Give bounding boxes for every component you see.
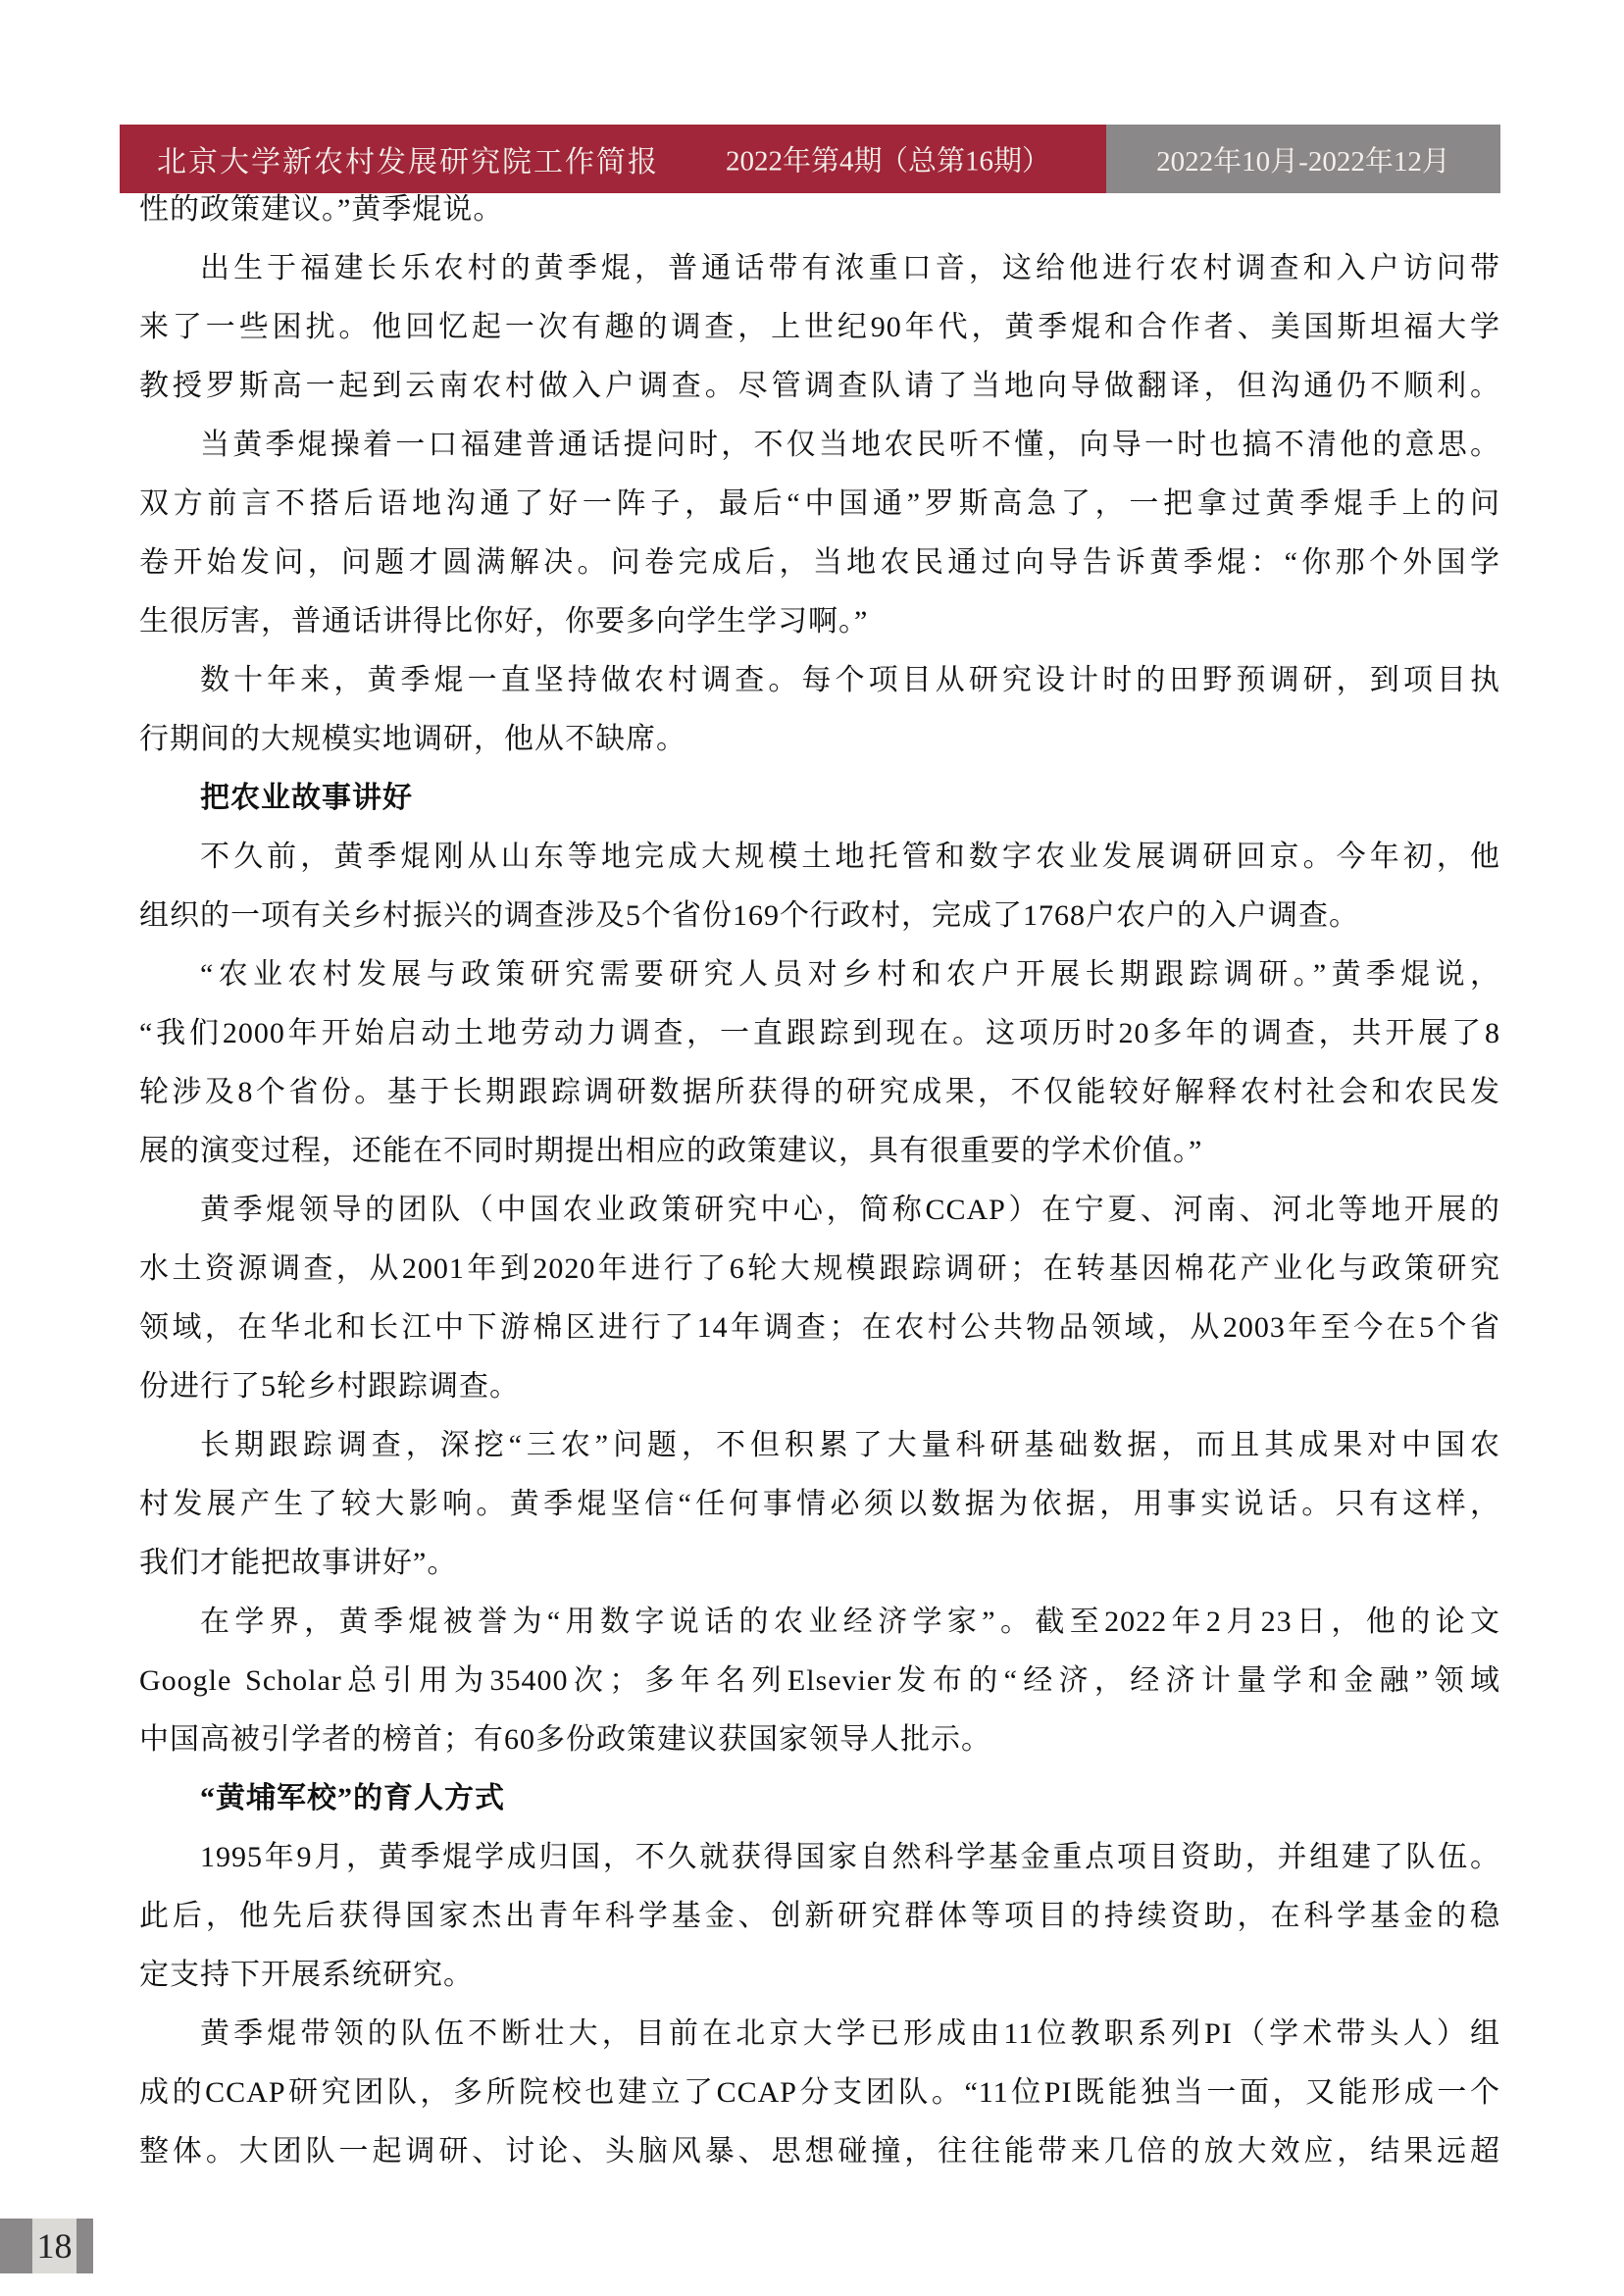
- text-line: 成的CCAP研究团队，多所院校也建立了CCAP分支团队。“11位PI既能独当一面，又能形成一个: [139, 2076, 1500, 2109]
- text-line: 我们才能把故事讲好”。: [139, 1547, 458, 1579]
- text-line: 当黄季焜操着一口福建普通话提问时，不仅当地农民听不懂，向导一时也搞不清他的意思。: [200, 429, 1500, 461]
- text-line: 村发展产生了较大影响。黄季焜坚信“任何事情必须以数据为依据，用事实说话。只有这样，: [139, 1488, 1500, 1520]
- text-line: 1995年9月，黄季焜学成归国，不久就获得国家自然科学基金重点项目资助，并组建了队伍。: [200, 1841, 1500, 1873]
- text-line: 组织的一项有关乡村振兴的调查涉及5个省份169个行政村，完成了1768户农户的入户调查。: [139, 899, 1359, 932]
- text-line: Google Scholar总引用为35400次；多年名列Elsevier发布的“经济，经济计量学和金融”领域: [139, 1664, 1500, 1697]
- page-footer: [0, 2219, 93, 2273]
- article-body: [139, 180, 1500, 2181]
- text-line: 整体。大团队一起调研、讨论、头脑风暴、思想碰撞，往往能带来几倍的放大效应，结果远超: [139, 2135, 1500, 2168]
- text-line: 卷开始发问，问题才圆满解决。问卷完成后，当地农民通过向导告诉黄季焜：“你那个外国学: [139, 546, 1500, 579]
- text-line: 黄季焜带领的队伍不断壮大，目前在北京大学已形成由11位教职系列PI（学术带头人）组: [200, 2017, 1500, 2050]
- text-line: 行期间的大规模实地调研，他从不缺席。: [139, 723, 686, 755]
- text-line: 份进行了5轮乡村跟踪调查。: [139, 1370, 520, 1403]
- newsletter-title: 北京大学新农村发展研究院工作简报: [157, 146, 659, 179]
- text-line: 定支持下开展系统研究。: [139, 1959, 474, 1991]
- text-line: 出生于福建长乐农村的黄季焜，普通话带有浓重口音，这给他进行农村调查和入户访问带: [200, 252, 1500, 284]
- page-number: 18: [32, 2219, 76, 2273]
- issue-total-number: （总第16期）: [880, 145, 1051, 178]
- text-line: 生很厉害，普通话讲得比你好，你要多向学生学习啊。”: [139, 605, 869, 638]
- issue-number: 2022年第4期: [726, 145, 883, 178]
- text-line: 长期跟踪调查，深挖“三农”问题，不但积累了大量科研基础数据，而且其成果对中国农: [200, 1429, 1500, 1461]
- text-line: 来了一些困扰。他回忆起一次有趣的调查，上世纪90年代，黄季焜和合作者、美国斯坦福大学: [139, 311, 1500, 343]
- footer-gray-block-left: [0, 2219, 32, 2273]
- section-heading: 把农业故事讲好: [200, 782, 413, 814]
- footer-gray-block-right: [76, 2219, 93, 2273]
- text-line: 不久前，黄季焜刚从山东等地完成大规模土地托管和数字农业发展调研回京。今年初，他: [200, 841, 1500, 873]
- text-line: 此后，他先后获得国家杰出青年科学基金、创新研究群体等项目的持续资助，在科学基金的稳: [139, 1900, 1500, 1932]
- text-line: 教授罗斯高一起到云南农村做入户调查。尽管调查队请了当地向导做翻译，但沟通仍不顺利。: [139, 370, 1500, 402]
- section-heading: “黄埔军校”的育人方式: [200, 1782, 505, 1814]
- text-line: 水土资源调查，从2001年到2020年进行了6轮大规模跟踪调研；在转基因棉花产业化与政策研究: [139, 1252, 1500, 1285]
- text-line: 中国高被引学者的榜首；有60多份政策建议获国家领导人批示。: [139, 1723, 991, 1756]
- text-line: 黄季焜领导的团队（中国农业政策研究中心，简称CCAP）在宁夏、河南、河北等地开展的: [200, 1194, 1500, 1226]
- text-line: “我们2000年开始启动土地劳动力调查，一直跟踪到现在。这项历时20多年的调查，共开展了8: [139, 1017, 1500, 1049]
- text-line: “农业农村发展与政策研究需要研究人员对乡村和农户开展长期跟踪调研。”黄季焜说，: [200, 958, 1500, 991]
- text-line: 双方前言不搭后语地沟通了好一阵子，最后“中国通”罗斯高急了，一把拿过黄季焜手上的问: [139, 487, 1500, 520]
- text-line: 数十年来，黄季焜一直坚持做农村调查。每个项目从研究设计时的田野预调研，到项目执: [200, 664, 1500, 696]
- text-line: 性的政策建议。”黄季焜说。: [139, 193, 504, 226]
- period-label: 2022年10月-2022年12月: [1156, 145, 1450, 178]
- text-line: 轮涉及8个省份。基于长期跟踪调研数据所获得的研究成果，不仅能较好解释农村社会和农民发: [139, 1076, 1500, 1108]
- text-line: 领域，在华北和长江中下游棉区进行了14年调查；在农村公共物品领域，从2003年至今在5个省: [139, 1311, 1500, 1344]
- text-line: 展的演变过程，还能在不同时期提出相应的政策建议，具有很重要的学术价值。”: [139, 1135, 1203, 1167]
- text-line: 在学界，黄季焜被誉为“用数字说话的农业经济学家”。截至2022年2月23日，他的论文: [200, 1606, 1500, 1638]
